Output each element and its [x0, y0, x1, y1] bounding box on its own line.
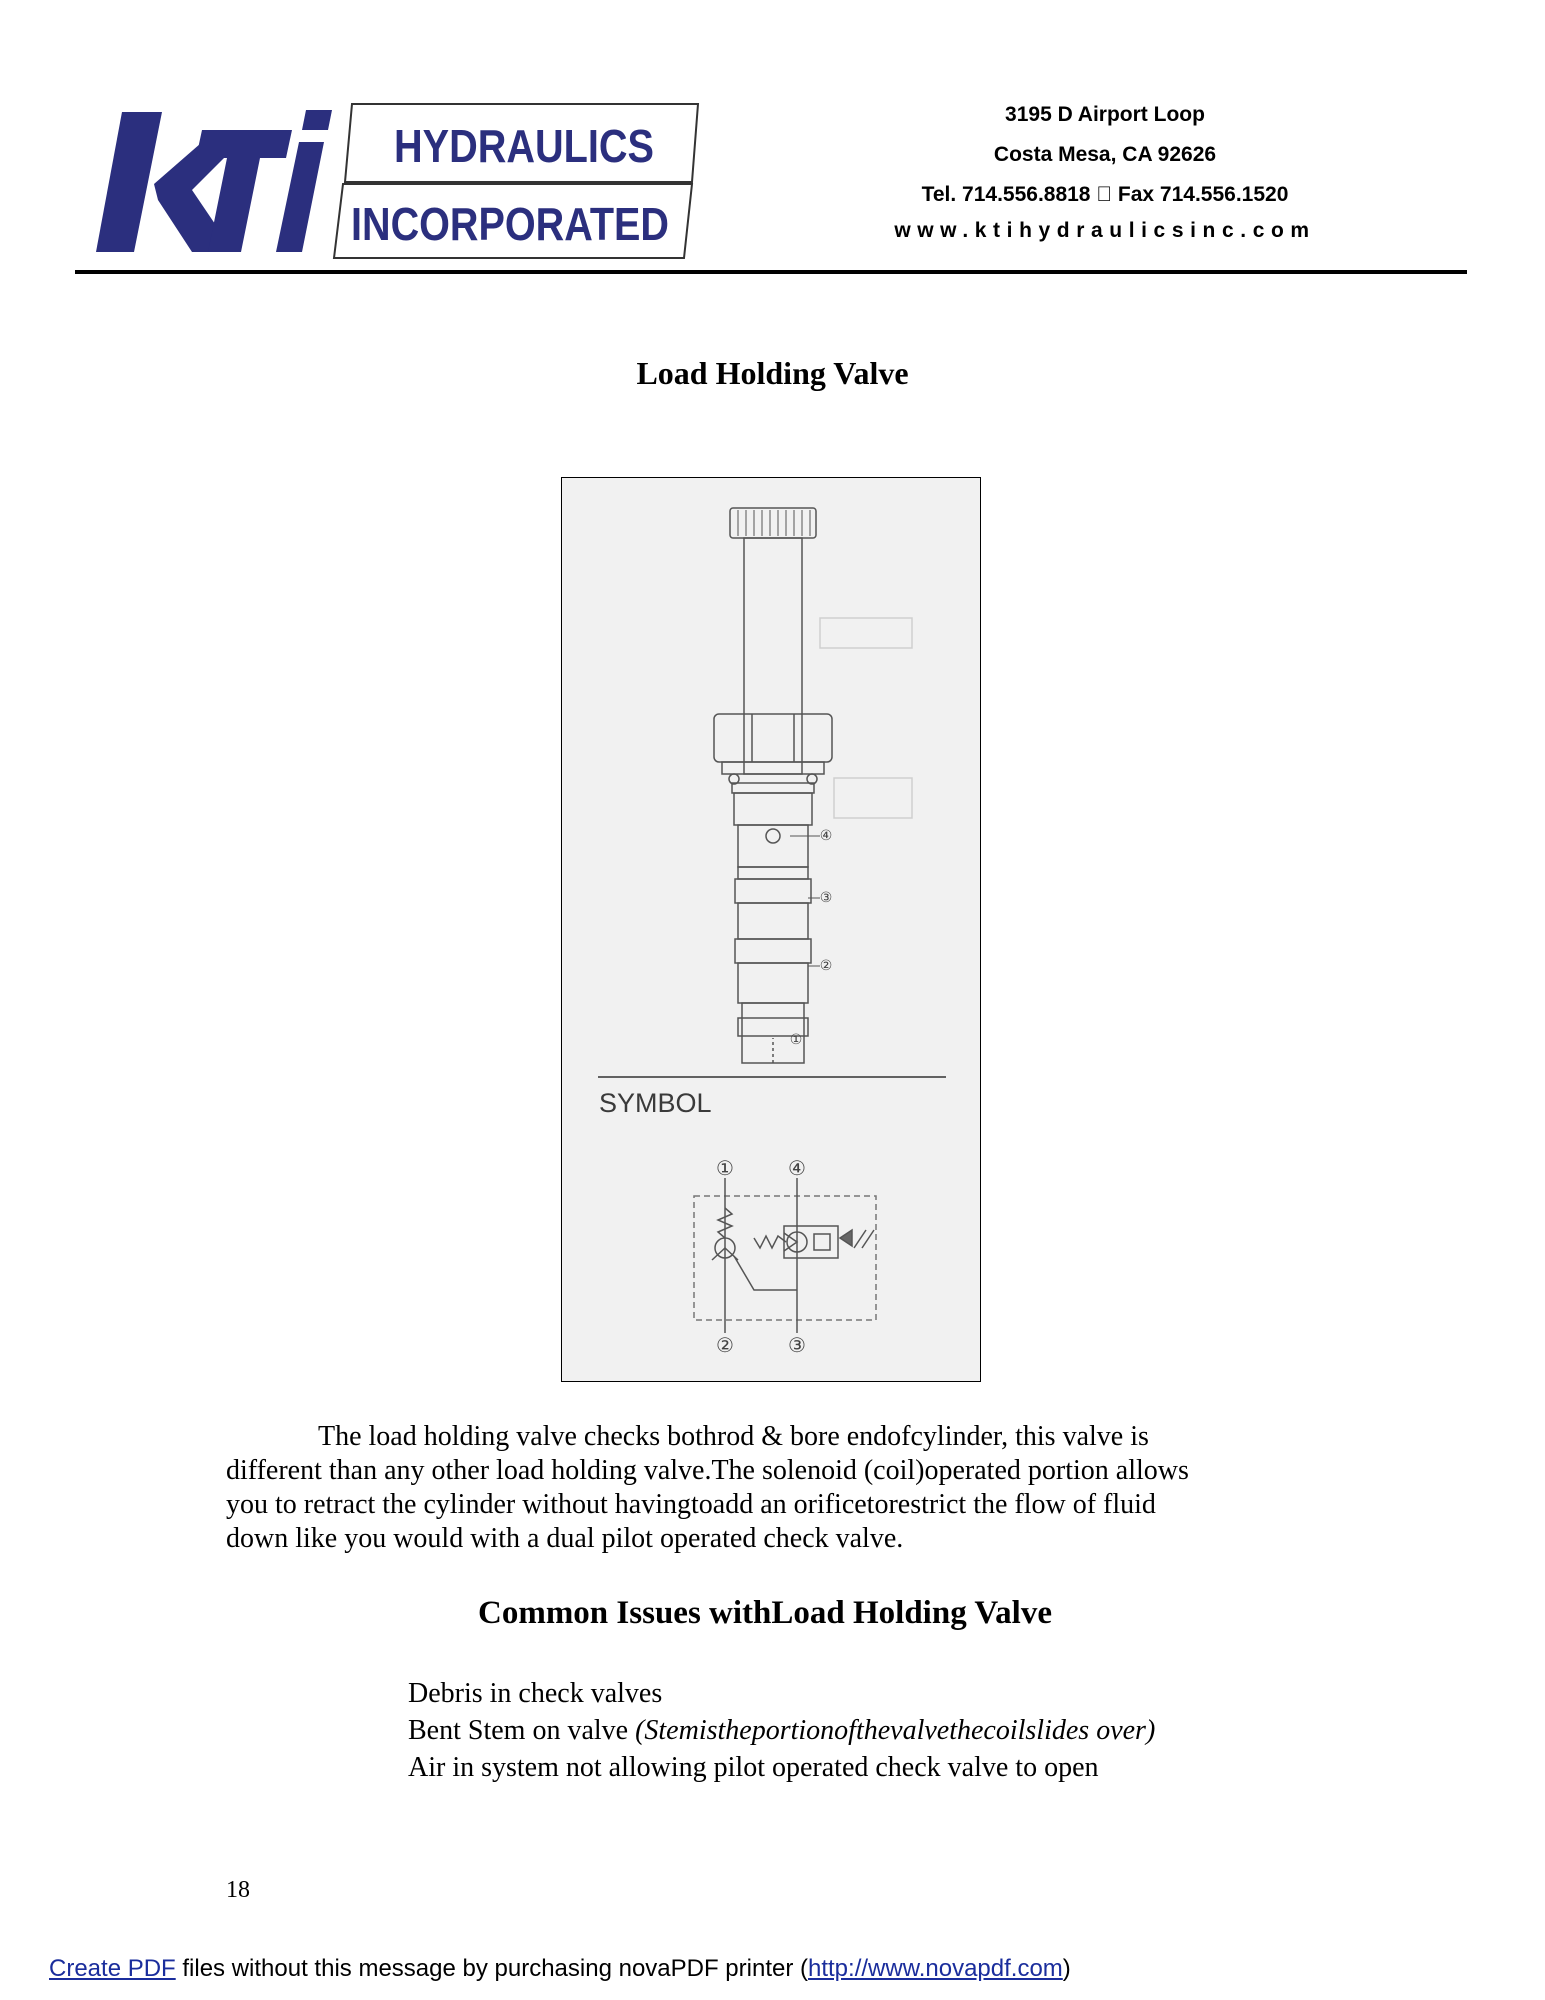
kti-logo-mark [96, 110, 332, 252]
port-label-3-body: ③ [819, 890, 833, 906]
contact-line: Tel. 714.556.8818 Fax 714.556.1520 [932, 183, 1278, 206]
page-title: Load Holding Valve [636, 355, 909, 391]
create-pdf-link[interactable]: Create PDF [49, 1955, 176, 1982]
port-label-4-body: ④ [819, 828, 833, 844]
description-paragraph [226, 1420, 1326, 1556]
novapdf-link[interactable]: http://www.novapdf.com [808, 1955, 1063, 1982]
valve-drawing [562, 478, 982, 1383]
symbol-port-2: ② [716, 1333, 734, 1357]
issue-item [408, 1712, 1155, 1749]
issue-text: Debris in check valves [408, 1678, 663, 1709]
issue-item [408, 1749, 1155, 1786]
valve-figure [561, 477, 981, 1382]
symbol-port-4: ④ [788, 1156, 806, 1180]
footer-text: files without this message by purchasing novaPDF printer ( [175, 1955, 808, 1982]
issue-note: (Stemistheportionofthevalvethecoilslides over) [635, 1715, 1156, 1746]
issues-list [408, 1675, 1155, 1786]
logo-text-hydraulics: HYDRAULICS [394, 120, 654, 172]
logo-text-incorporated: INCORPORATED [351, 198, 669, 250]
symbol-port-3: ③ [788, 1333, 806, 1357]
issue-text: Bent Stem on valve [408, 1715, 636, 1746]
page-number: 18 [226, 1877, 250, 1903]
symbol-label: SYMBOL [599, 1088, 712, 1118]
issue-text: Air in system not allowing pilot operated check valve to open [408, 1752, 1099, 1783]
pdf-footer [49, 1955, 1071, 1983]
company-logo [96, 100, 706, 265]
port-label-2-body: ② [819, 958, 833, 974]
paragraph-line: different than any other load holding valve.The solenoid (coil)operated portion allows [226, 1455, 1189, 1486]
issues-heading: Common Issues withLoad Holding Valve [478, 1595, 1052, 1631]
port-label-1-body: ① [789, 1032, 803, 1048]
address-line-1: 3195 D Airport Loop [1005, 103, 1205, 126]
paragraph-line: The load holding valve checks bothrod & bore endofcylinder, this valve is [318, 1421, 1149, 1452]
website-line: www.ktihydraulicsinc.com [894, 219, 1316, 242]
issue-item [408, 1675, 1155, 1712]
paragraph-line: you to retract the cylinder without havingtoadd an orificetorestrict the flow of fluid [226, 1489, 1156, 1520]
footer-text-end: ) [1062, 1955, 1071, 1982]
paragraph-line: down like you would with a dual pilot operated check valve. [226, 1523, 904, 1554]
address-line-2: Costa Mesa, CA 92626 [993, 143, 1217, 166]
header-divider [75, 270, 1467, 274]
symbol-port-1: ① [716, 1156, 734, 1180]
